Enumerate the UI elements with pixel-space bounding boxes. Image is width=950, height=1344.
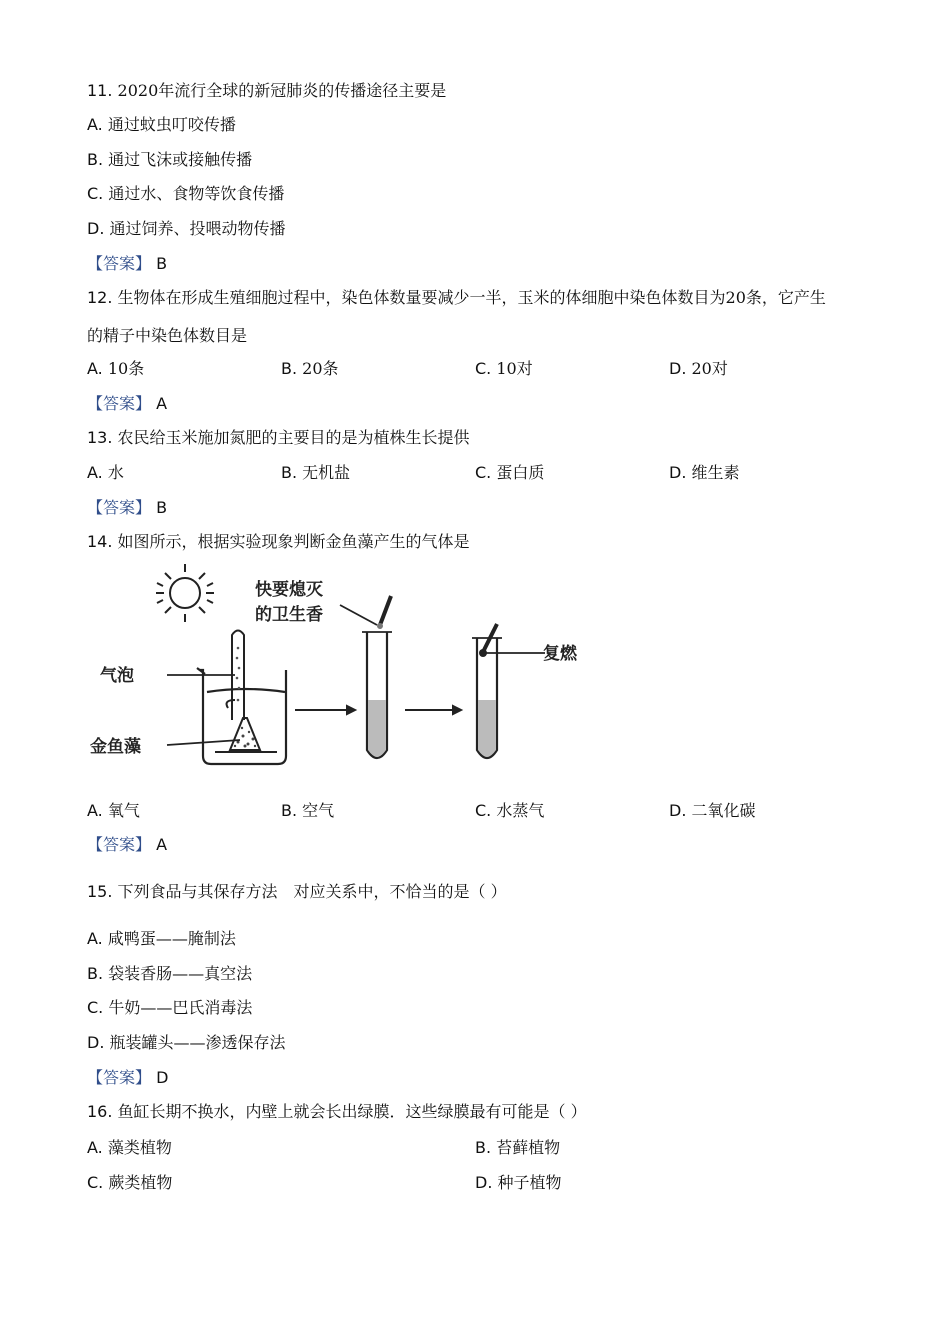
option-d: [669, 358, 728, 380]
option-text: 牛奶——巴氏消毒法: [108, 998, 253, 1017]
question-number: 11.: [87, 81, 113, 100]
label-incense-2: 的卫生香: [255, 605, 323, 625]
answer-value: D: [156, 1068, 169, 1087]
option-text: 通过蚊虫叮咬传播: [107, 115, 236, 134]
label-bubbles: 气泡: [100, 666, 134, 686]
option-label: D.: [669, 801, 687, 820]
option-c: [87, 997, 252, 1019]
label-plant: 金鱼藻: [90, 737, 141, 757]
option-label: B.: [281, 801, 298, 820]
answer-bracket: 【: [87, 1068, 104, 1087]
option-c: [475, 358, 533, 380]
option-b: [87, 963, 252, 985]
option-text: 通过饲养、投喂动物传播: [109, 219, 286, 238]
option-text: 维生素: [691, 463, 740, 482]
option-text: 咸鸭蛋——腌制法: [107, 929, 236, 948]
option-label: D.: [669, 359, 687, 378]
answer-bracket: 】: [135, 498, 152, 517]
option-label: C.: [87, 998, 104, 1017]
option-text: 袋装香肠——真空法: [108, 964, 253, 983]
option-text: 氧气: [107, 801, 140, 820]
label-reignite: 复燃: [543, 644, 577, 664]
option-label: D.: [87, 219, 105, 238]
option-label: C.: [475, 801, 492, 820]
answer-value: A: [156, 835, 168, 854]
option-text: 10条: [107, 359, 145, 378]
question-number: 12.: [87, 288, 113, 307]
option-text: 通过水、食物等饮食传播: [108, 184, 285, 203]
question-text: 2020年流行全球的新冠肺炎的传播途径主要是: [117, 81, 447, 100]
question-text: 如图所示，根据实验现象判断金鱼藻产生的气体是: [117, 532, 470, 551]
label-incense-1: 快要熄灭: [255, 580, 323, 600]
answer-bracket: 】: [135, 1068, 152, 1087]
option-text: 10对: [496, 359, 533, 378]
option-label: A.: [87, 801, 103, 820]
option-b: [281, 462, 350, 484]
option-text: 无机盐: [302, 463, 351, 482]
sun-icon: [156, 564, 214, 622]
option-a: [87, 462, 124, 484]
option-a: [87, 114, 236, 136]
question-12-stem: [87, 287, 826, 309]
option-label: B.: [475, 1138, 492, 1157]
question-number: 13.: [87, 428, 113, 447]
answer-13: [87, 497, 167, 519]
option-c: [475, 800, 544, 822]
test-tube-3: [472, 624, 502, 758]
answer-bracket: 】: [135, 394, 152, 413]
option-label: A.: [87, 115, 103, 134]
answer-14: [87, 834, 167, 856]
option-a: [87, 800, 140, 822]
experiment-figure: [85, 560, 605, 775]
question-text: 下列食品与其保存方法 对应关系中，不恰当的是（ ）: [117, 882, 507, 901]
answer-15: [87, 1067, 168, 1089]
option-b: [475, 1137, 560, 1159]
option-label: C.: [87, 184, 104, 203]
answer-value: A: [156, 394, 168, 413]
answer-bracket: 【: [87, 835, 104, 854]
answer-value: B: [156, 254, 168, 273]
option-b: [281, 800, 334, 822]
option-c: [475, 462, 544, 484]
option-text: 蛋白质: [496, 463, 545, 482]
option-text: 瓶装罐头——渗透保存法: [109, 1033, 286, 1052]
answer-word: 答案: [103, 1068, 136, 1087]
option-label: A.: [87, 1138, 103, 1157]
option-b: [87, 149, 252, 171]
question-number: 16.: [87, 1102, 113, 1121]
question-12-stem-cont: 的精子中染色体数目是: [87, 326, 248, 345]
option-label: D.: [87, 1033, 105, 1052]
incense-stick-icon: [377, 596, 391, 629]
option-label: D.: [669, 463, 687, 482]
option-c: [87, 1172, 172, 1194]
option-d: [669, 800, 756, 822]
option-label: A.: [87, 929, 103, 948]
option-a: [87, 1137, 172, 1159]
answer-12: [87, 393, 167, 415]
option-label: C.: [475, 359, 492, 378]
option-d: [87, 218, 286, 240]
answer-11: [87, 253, 167, 275]
option-text: 空气: [302, 801, 335, 820]
option-text: 苔藓植物: [496, 1138, 561, 1157]
option-text: 20对: [691, 359, 728, 378]
question-number: 14.: [87, 532, 113, 551]
option-text: 二氧化碳: [691, 801, 756, 820]
option-a: [87, 358, 144, 380]
option-label: A.: [87, 463, 103, 482]
answer-bracket: 】: [135, 835, 152, 854]
question-11-stem: [87, 80, 446, 102]
answer-word: 答案: [103, 394, 136, 413]
question-text: 鱼缸长期不换水，内壁上就会长出绿膜．这些绿膜最有可能是（ ）: [117, 1102, 587, 1121]
question-16-stem: [87, 1101, 587, 1123]
option-label: B.: [87, 150, 104, 169]
question-15-stem: [87, 881, 507, 903]
option-text: 水蒸气: [496, 801, 545, 820]
option-label: A.: [87, 359, 103, 378]
question-number: 15.: [87, 882, 113, 901]
answer-word: 答案: [103, 835, 136, 854]
answer-value: B: [156, 498, 168, 517]
answer-bracket: 【: [87, 394, 104, 413]
answer-bracket: 【: [87, 498, 104, 517]
option-label: C.: [475, 463, 492, 482]
question-14-stem: [87, 531, 470, 553]
option-label: D.: [475, 1173, 493, 1192]
gas-bubbles: [236, 647, 241, 702]
option-text: 藻类植物: [107, 1138, 172, 1157]
option-label: C.: [87, 1173, 104, 1192]
option-d: [669, 462, 740, 484]
option-b: [281, 358, 339, 380]
question-text: 生物体在形成生殖细胞过程中，染色体数量要减少一半，玉米的体细胞中染色体数目为20条，它产生: [117, 288, 826, 307]
option-label: B.: [281, 463, 298, 482]
answer-word: 答案: [103, 254, 136, 273]
question-text: 农民给玉米施加氮肥的主要目的是为植株生长提供: [117, 428, 470, 447]
burning-incense-icon: [479, 624, 497, 657]
option-text: 蕨类植物: [108, 1173, 173, 1192]
option-text: 种子植物: [497, 1173, 562, 1192]
option-d: [475, 1172, 562, 1194]
option-label: B.: [87, 964, 104, 983]
option-c: [87, 183, 284, 205]
answer-bracket: 【: [87, 254, 104, 273]
option-text: 20条: [302, 359, 339, 378]
option-text: 通过飞沫或接触传播: [108, 150, 253, 169]
answer-bracket: 】: [135, 254, 152, 273]
answer-word: 答案: [103, 498, 136, 517]
option-text: 水: [107, 463, 124, 482]
option-label: B.: [281, 359, 298, 378]
question-13-stem: [87, 427, 470, 449]
option-d: [87, 1032, 286, 1054]
option-a: [87, 928, 236, 950]
